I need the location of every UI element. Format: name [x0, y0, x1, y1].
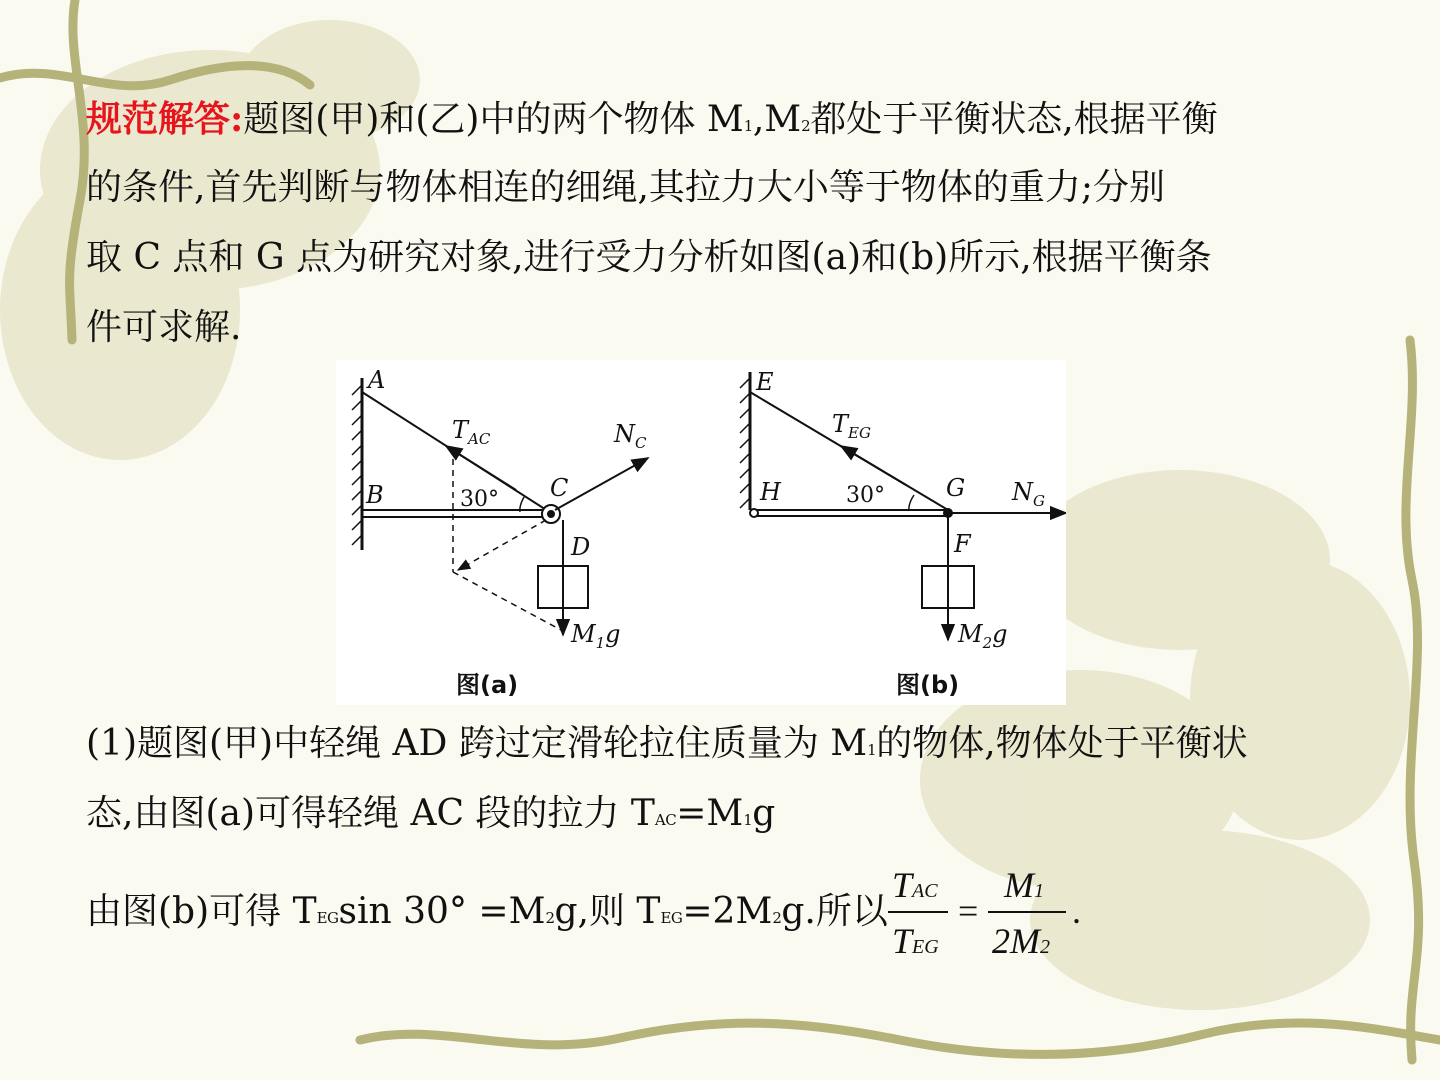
text-span: (1)题图(甲)中轻绳 AD 跨过定滑轮拉住质量为 M [86, 723, 868, 764]
text-span: g,则 T [554, 891, 661, 932]
subscript: AC [654, 811, 677, 829]
caption-a: 图(a) [456, 671, 519, 699]
text-span: 由图(b)可得 T [86, 891, 317, 932]
subscript: 1 [867, 741, 877, 759]
hinge-h [750, 509, 758, 517]
text-span: =M [676, 793, 744, 834]
tension-arrow-ac [446, 446, 516, 490]
paragraph-2-line-1 [86, 722, 1248, 765]
label-tension-a: $T_{AC}$ [452, 416, 491, 448]
frac-left-numerator: TAC [892, 865, 938, 905]
paragraph-1-line-3: 取 C 点和 G 点为研究对象,进行受力分析如图(a)和(b)所示,根据平衡条 [86, 237, 1212, 278]
text-span: 题图(甲)和(乙)中的两个物体 M [243, 99, 744, 140]
paragraph-2-line-2 [86, 792, 775, 835]
frac-right-bar [988, 911, 1066, 913]
label-b: B [366, 481, 384, 509]
text-span: sin 30° =M [338, 891, 546, 932]
subscript: 2 [545, 909, 555, 927]
frac-right-denominator: 2M2 [992, 921, 1050, 961]
paragraph-1-line-2: 的条件,首先判断与物体相连的细绳,其拉力大小等于物体的重力;分别 [86, 167, 1166, 208]
label-e: E [756, 368, 774, 396]
paragraph-3 [86, 890, 888, 933]
figure-a [352, 378, 648, 635]
angle-label-a: 30° [460, 487, 499, 512]
subscript: EG [316, 909, 339, 927]
tension-arrow-eg [841, 446, 906, 485]
subscript: 1 [743, 811, 753, 829]
subscript: 2 [772, 909, 782, 927]
solution-label: 规范解答: [86, 98, 244, 140]
paragraph-1-line-4: 件可求解. [86, 307, 242, 348]
text-span: ,M [752, 99, 802, 140]
frac-left-denominator: TEG [892, 921, 939, 961]
text-span: 的物体,物体处于平衡状 [876, 723, 1248, 764]
label-a: A [368, 366, 386, 394]
text-span: g [752, 793, 776, 834]
normal-arrow-c [555, 458, 648, 510]
force-diagrams [336, 360, 1066, 705]
weight-label-b: $M_2g$ [958, 620, 1008, 652]
label-h: H [760, 478, 781, 506]
frac-end-period: . [1072, 891, 1081, 931]
subscript: EG [660, 909, 683, 927]
subscript: 1 [743, 117, 753, 135]
weight-label-a: $M_1g$ [571, 620, 621, 652]
angle-label-b: 30° [846, 483, 885, 508]
text-span: 都处于平衡状态,根据平衡 [810, 99, 1218, 140]
angle-arc-b [909, 495, 914, 511]
label-c: C [550, 474, 569, 502]
text-span: 态,由图(a)可得轻绳 AC 段的拉力 T [86, 793, 655, 834]
text-span: =2M [682, 891, 773, 932]
paragraph-1-line-1 [86, 98, 1218, 141]
label-tension-b: $T_{EG}$ [832, 410, 871, 442]
text-span: g.所以 [781, 891, 888, 932]
frac-left-bar [888, 911, 948, 913]
figure-b [740, 372, 1066, 640]
label-d: D [571, 533, 591, 561]
frac-equals: = [958, 891, 979, 931]
label-f: F [954, 530, 971, 558]
frac-right-numerator: M1 [1004, 865, 1044, 905]
label-g: G [946, 474, 966, 502]
label-normal-a: $N_C$ [614, 420, 647, 452]
subscript: 2 [801, 117, 811, 135]
label-normal-b: $N_G$ [1012, 478, 1045, 510]
caption-b: 图(b) [896, 671, 960, 699]
